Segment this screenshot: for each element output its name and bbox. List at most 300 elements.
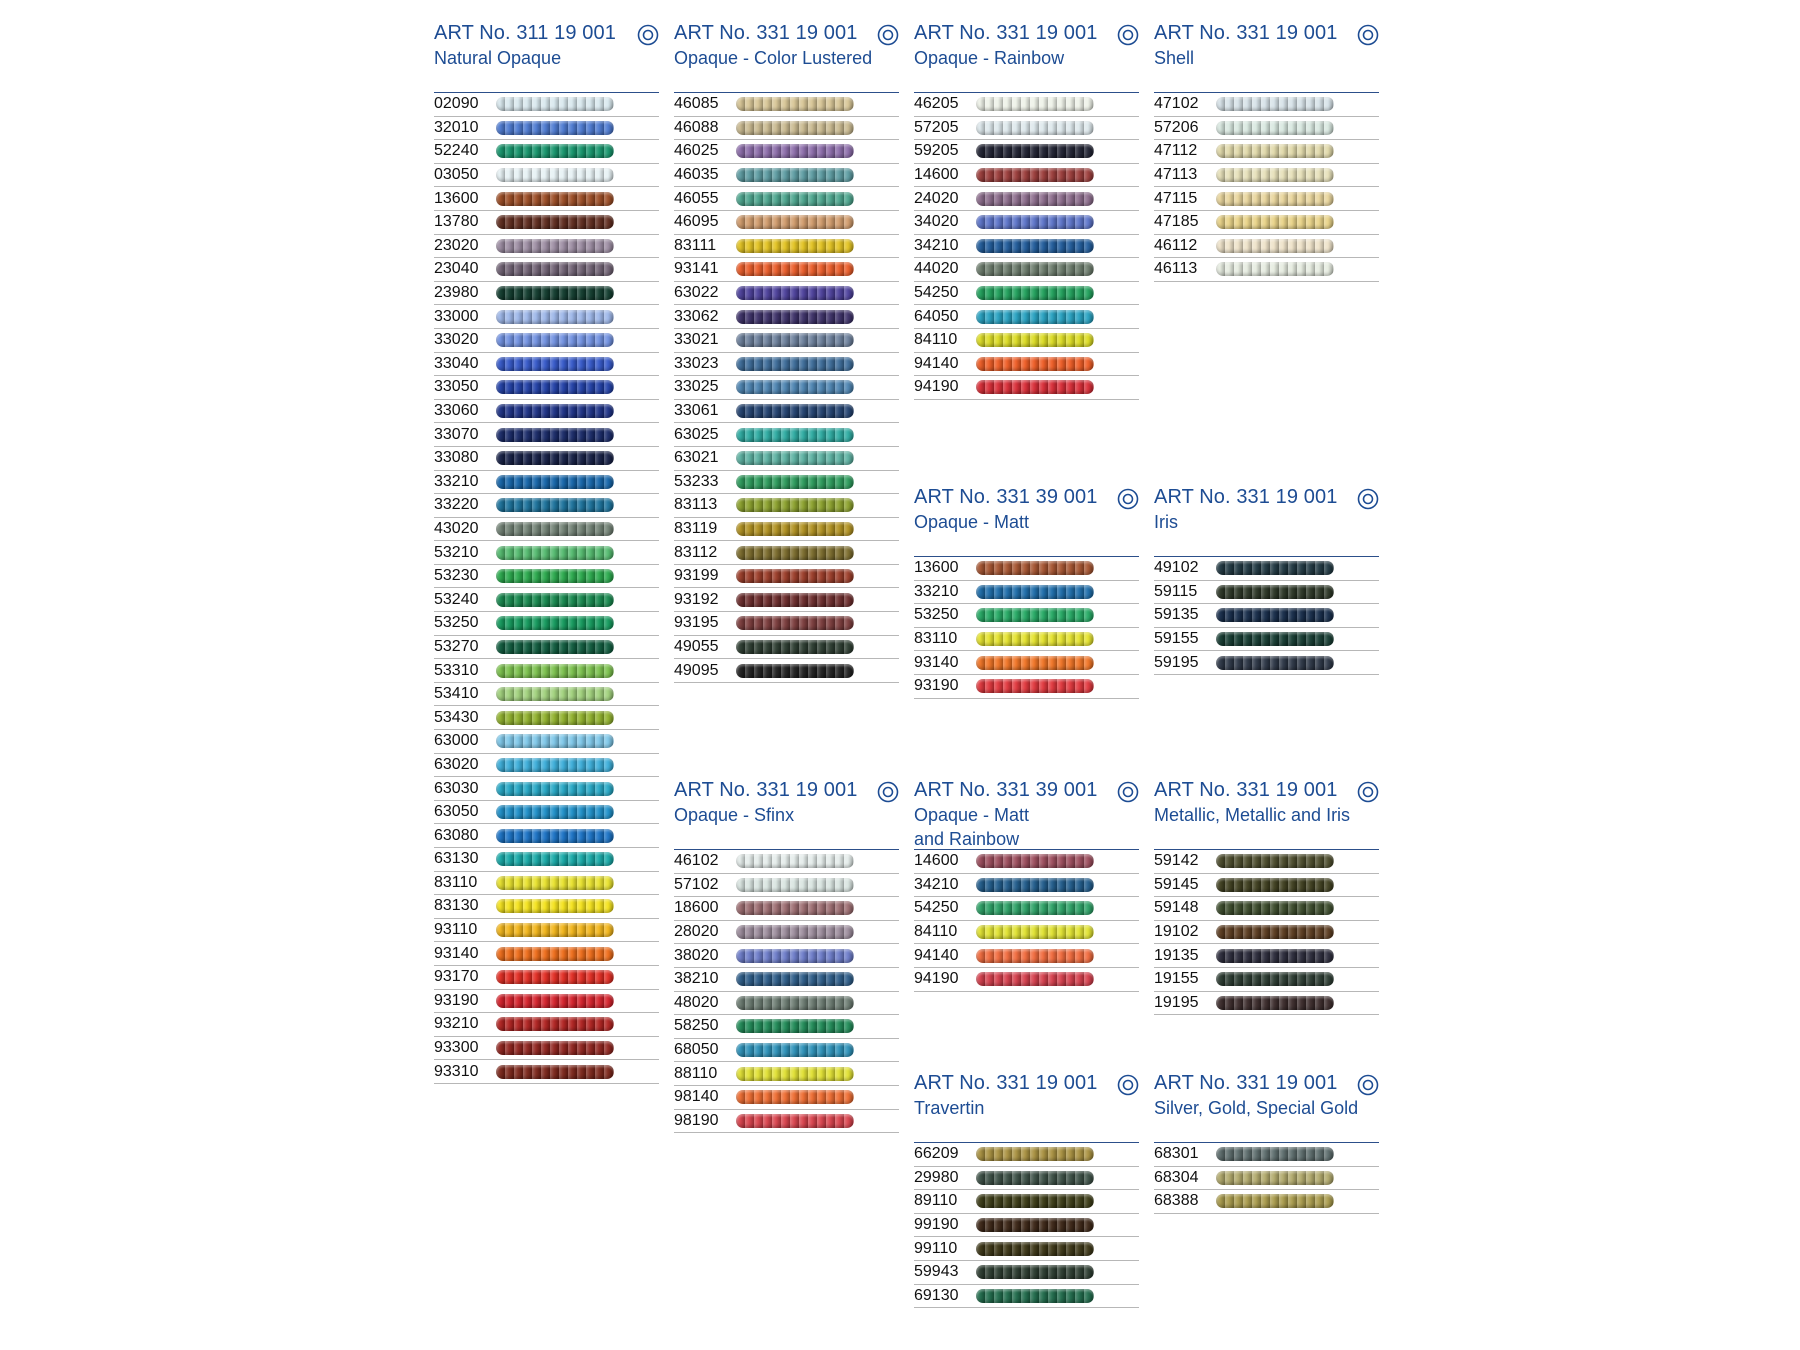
- color-code: 53233: [674, 472, 719, 490]
- bead-swatch: [1216, 656, 1334, 670]
- color-code: 83113: [674, 496, 718, 514]
- color-row: [434, 966, 659, 990]
- color-row: [674, 211, 899, 235]
- color-code: 49055: [674, 637, 719, 655]
- color-code: 34210: [914, 236, 959, 254]
- color-row: [674, 117, 899, 141]
- bead-swatch: [496, 286, 614, 300]
- bead-swatch: [976, 679, 1094, 693]
- color-code: 34210: [914, 875, 959, 893]
- color-code: 46102: [674, 852, 719, 870]
- color-code: 13780: [434, 213, 479, 231]
- color-row: [674, 187, 899, 211]
- bead-swatch: [1216, 901, 1334, 915]
- color-row: [434, 1013, 659, 1037]
- color-row: [434, 117, 659, 141]
- color-code: 93190: [434, 991, 479, 1009]
- target-icon: [637, 24, 659, 46]
- color-row: [914, 235, 1139, 259]
- color-code: 46205: [914, 95, 959, 113]
- bead-swatch: [496, 357, 614, 371]
- bead-swatch: [736, 996, 854, 1010]
- bead-swatch: [976, 1194, 1094, 1208]
- color-row: [434, 659, 659, 683]
- section-title: ART No. 331 19 001: [1154, 779, 1338, 801]
- color-row: [434, 824, 659, 848]
- bead-swatch: [1216, 585, 1334, 599]
- color-row: [674, 850, 899, 874]
- bead-swatch: [976, 380, 1094, 394]
- color-code: 33210: [434, 472, 479, 490]
- bead-swatch: [1216, 144, 1334, 158]
- bead-swatch: [976, 286, 1094, 300]
- bead-swatch: [736, 1090, 854, 1104]
- color-row: [674, 1086, 899, 1110]
- bead-swatch: [736, 215, 854, 229]
- color-code: 14600: [914, 852, 959, 870]
- bead-swatch: [496, 805, 614, 819]
- section-opaque-matt-rainbow: [914, 777, 1139, 992]
- section-subtitle: Iris: [1154, 512, 1178, 532]
- color-row: [914, 581, 1139, 605]
- color-row: [1154, 897, 1379, 921]
- bead-swatch: [976, 144, 1094, 158]
- color-code: 53310: [434, 661, 479, 679]
- color-code: 93170: [434, 968, 479, 986]
- color-code: 99110: [914, 1239, 958, 1257]
- color-list: [1154, 849, 1379, 1015]
- bead-swatch: [496, 333, 614, 347]
- color-list: [434, 92, 659, 1084]
- color-code: 63050: [434, 803, 479, 821]
- color-row: [434, 1037, 659, 1061]
- section-title: ART No. 331 19 001: [674, 22, 858, 44]
- color-row: [674, 1039, 899, 1063]
- color-list: [914, 849, 1139, 992]
- color-code: 57206: [1154, 118, 1199, 136]
- color-row: [674, 518, 899, 542]
- bead-swatch: [736, 925, 854, 939]
- color-code: 53240: [434, 590, 479, 608]
- bead-swatch: [736, 1019, 854, 1033]
- color-row: [914, 211, 1139, 235]
- bead-swatch: [976, 310, 1094, 324]
- color-row: [674, 874, 899, 898]
- section-metallic: [1154, 777, 1379, 1015]
- color-row: [434, 990, 659, 1014]
- color-code: 33062: [674, 307, 719, 325]
- section-subtitle: Opaque - Matt: [914, 512, 1030, 532]
- color-row: [674, 400, 899, 424]
- bead-swatch: [496, 475, 614, 489]
- bead-swatch: [496, 711, 614, 725]
- color-row: [434, 872, 659, 896]
- bead-swatch: [496, 970, 614, 984]
- bead-swatch: [736, 1043, 854, 1057]
- bead-swatch: [736, 192, 854, 206]
- color-code: 46085: [674, 95, 719, 113]
- color-code: 59142: [1154, 852, 1199, 870]
- color-row: [914, 675, 1139, 699]
- color-row: [914, 557, 1139, 581]
- bead-swatch: [976, 1289, 1094, 1303]
- bead-swatch: [1216, 192, 1334, 206]
- bead-swatch: [496, 640, 614, 654]
- color-row: [914, 1285, 1139, 1309]
- color-row: [914, 628, 1139, 652]
- color-row: [914, 651, 1139, 675]
- color-row: [674, 944, 899, 968]
- color-code: 33020: [434, 331, 479, 349]
- bead-swatch: [496, 522, 614, 536]
- color-row: [434, 636, 659, 660]
- bead-swatch: [976, 878, 1094, 892]
- color-row: [674, 423, 899, 447]
- section-title: ART No. 331 19 001: [674, 779, 858, 801]
- bead-swatch: [976, 608, 1094, 622]
- color-code: 03050: [434, 166, 479, 184]
- color-code: 59115: [1154, 582, 1198, 600]
- color-row: [1154, 117, 1379, 141]
- bead-swatch: [976, 357, 1094, 371]
- bead-swatch: [736, 616, 854, 630]
- color-code: 68304: [1154, 1168, 1199, 1186]
- section-subtitle: Natural Opaque: [434, 48, 562, 68]
- bead-swatch: [496, 546, 614, 560]
- color-list: [914, 92, 1139, 400]
- bead-swatch: [496, 144, 614, 158]
- color-row: [434, 494, 659, 518]
- color-code: 59145: [1154, 875, 1199, 893]
- bead-swatch: [496, 380, 614, 394]
- bead-swatch: [736, 1114, 854, 1128]
- color-row: [674, 992, 899, 1016]
- color-code: 83112: [674, 543, 718, 561]
- color-row: [674, 471, 899, 495]
- color-row: [674, 258, 899, 282]
- color-row: [434, 93, 659, 117]
- color-code: 93199: [674, 567, 719, 585]
- target-icon: [1117, 24, 1139, 46]
- color-code: 29980: [914, 1168, 959, 1186]
- color-row: [1154, 187, 1379, 211]
- color-row: [434, 400, 659, 424]
- color-code: 53250: [434, 614, 479, 632]
- color-row: [674, 612, 899, 636]
- bead-swatch: [976, 972, 1094, 986]
- color-code: 53270: [434, 637, 479, 655]
- section-subtitle: Shell: [1154, 48, 1195, 68]
- color-row: [1154, 557, 1379, 581]
- color-row: [1154, 628, 1379, 652]
- color-code: 19195: [1154, 993, 1199, 1011]
- bead-swatch: [736, 451, 854, 465]
- bead-swatch: [976, 854, 1094, 868]
- section-title: ART No. 331 19 001: [914, 22, 1098, 44]
- color-row: [674, 541, 899, 565]
- color-code: 83119: [674, 519, 718, 537]
- color-row: [914, 1143, 1139, 1167]
- color-row: [674, 93, 899, 117]
- section-subtitle: Silver, Gold, Special Gold: [1154, 1098, 1359, 1118]
- color-code: 84110: [914, 923, 958, 941]
- bead-swatch: [496, 664, 614, 678]
- bead-swatch: [736, 239, 854, 253]
- color-code: 47112: [1154, 142, 1198, 160]
- bead-swatch: [736, 357, 854, 371]
- bead-swatch: [496, 97, 614, 111]
- bead-swatch: [496, 829, 614, 843]
- color-code: 83110: [434, 873, 478, 891]
- color-code: 93310: [434, 1062, 479, 1080]
- color-code: 46088: [674, 118, 719, 136]
- color-code: 33080: [434, 449, 479, 467]
- bead-swatch: [976, 925, 1094, 939]
- color-code: 98190: [674, 1111, 719, 1129]
- bead-swatch: [976, 901, 1094, 915]
- color-code: 53230: [434, 567, 479, 585]
- bead-swatch: [1216, 878, 1334, 892]
- color-code: 44020: [914, 260, 959, 278]
- color-row: [1154, 235, 1379, 259]
- color-code: 19102: [1154, 923, 1199, 941]
- color-row: [674, 353, 899, 377]
- color-code: 94190: [914, 970, 959, 988]
- color-code: 02090: [434, 95, 479, 113]
- color-code: 33021: [674, 331, 719, 349]
- color-code: 14600: [914, 166, 959, 184]
- section-opaque-rainbow: [914, 20, 1139, 400]
- color-code: 59205: [914, 142, 959, 160]
- color-code: 28020: [674, 923, 719, 941]
- bead-swatch: [1216, 121, 1334, 135]
- bead-swatch: [1216, 632, 1334, 646]
- color-code: 53250: [914, 606, 959, 624]
- color-list: [674, 92, 899, 683]
- color-code: 63022: [674, 284, 719, 302]
- color-row: [434, 376, 659, 400]
- color-code: 49102: [1154, 559, 1199, 577]
- color-row: [914, 164, 1139, 188]
- color-code: 19155: [1154, 970, 1199, 988]
- color-row: [434, 895, 659, 919]
- bead-swatch: [976, 333, 1094, 347]
- color-code: 33061: [674, 402, 719, 420]
- color-code: 13600: [434, 189, 479, 207]
- bead-swatch: [496, 121, 614, 135]
- target-icon: [1117, 781, 1139, 803]
- color-list: [674, 849, 899, 1133]
- color-code: 47113: [1154, 166, 1198, 184]
- target-icon: [1357, 488, 1379, 510]
- color-row: [1154, 968, 1379, 992]
- bead-swatch: [1216, 1171, 1334, 1185]
- bead-swatch: [736, 168, 854, 182]
- color-row: [674, 921, 899, 945]
- bead-swatch: [736, 380, 854, 394]
- color-code: 57205: [914, 118, 959, 136]
- section-natural-opaque: [434, 20, 659, 1084]
- color-row: [434, 919, 659, 943]
- color-row: [914, 1237, 1139, 1261]
- bead-swatch: [1216, 996, 1334, 1010]
- bead-swatch: [496, 899, 614, 913]
- color-code: 63025: [674, 425, 719, 443]
- bead-swatch: [496, 782, 614, 796]
- color-row: [434, 187, 659, 211]
- color-row: [1154, 850, 1379, 874]
- color-row: [434, 471, 659, 495]
- color-code: 46113: [1154, 260, 1198, 278]
- color-row: [674, 897, 899, 921]
- color-row: [914, 187, 1139, 211]
- bead-swatch: [496, 404, 614, 418]
- bead-swatch: [496, 923, 614, 937]
- color-code: 93110: [434, 921, 478, 939]
- color-code: 34020: [914, 213, 959, 231]
- color-row: [434, 282, 659, 306]
- bead-swatch: [496, 1041, 614, 1055]
- color-row: [1154, 604, 1379, 628]
- target-icon: [1117, 488, 1139, 510]
- bead-swatch: [736, 144, 854, 158]
- bead-swatch: [976, 1265, 1094, 1279]
- color-row: [674, 659, 899, 683]
- color-row: [674, 1062, 899, 1086]
- bead-swatch: [976, 97, 1094, 111]
- bead-swatch: [976, 656, 1094, 670]
- bead-swatch: [496, 451, 614, 465]
- bead-swatch: [1216, 239, 1334, 253]
- target-icon: [1357, 24, 1379, 46]
- section-subtitle: Travertin: [914, 1098, 985, 1118]
- target-icon: [1357, 781, 1379, 803]
- color-code: 13600: [914, 559, 959, 577]
- bead-swatch: [496, 1017, 614, 1031]
- bead-swatch: [976, 1171, 1094, 1185]
- bead-swatch: [496, 168, 614, 182]
- color-code: 46095: [674, 213, 719, 231]
- bead-swatch: [976, 262, 1094, 276]
- bead-swatch: [1216, 97, 1334, 111]
- bead-swatch: [496, 569, 614, 583]
- color-row: [434, 706, 659, 730]
- color-row: [914, 353, 1139, 377]
- section-title: ART No. 331 19 001: [1154, 1072, 1338, 1094]
- color-row: [674, 565, 899, 589]
- section-travertin: [914, 1070, 1139, 1308]
- color-row: [914, 897, 1139, 921]
- bead-swatch: [976, 192, 1094, 206]
- color-code: 38020: [674, 946, 719, 964]
- color-row: [1154, 651, 1379, 675]
- bead-swatch: [976, 949, 1094, 963]
- section-title: ART No. 331 39 001: [914, 486, 1098, 508]
- bead-swatch: [1216, 1147, 1334, 1161]
- color-code: 63021: [674, 449, 719, 467]
- bead-swatch: [496, 734, 614, 748]
- color-row: [1154, 921, 1379, 945]
- color-code: 84110: [914, 331, 958, 349]
- bead-swatch: [496, 947, 614, 961]
- color-row: [674, 282, 899, 306]
- color-code: 33023: [674, 354, 719, 372]
- color-row: [914, 1167, 1139, 1191]
- color-code: 68388: [1154, 1192, 1199, 1210]
- color-row: [1154, 93, 1379, 117]
- bead-swatch: [1216, 949, 1334, 963]
- bead-swatch: [496, 498, 614, 512]
- bead-swatch: [736, 569, 854, 583]
- color-row: [914, 874, 1139, 898]
- bead-swatch: [496, 758, 614, 772]
- color-code: 94190: [914, 378, 959, 396]
- bead-swatch: [1216, 262, 1334, 276]
- color-row: [674, 164, 899, 188]
- bead-swatch: [736, 475, 854, 489]
- color-row: [914, 376, 1139, 400]
- color-code: 53410: [434, 685, 479, 703]
- color-code: 93140: [434, 944, 479, 962]
- color-code: 33040: [434, 354, 479, 372]
- color-list: [1154, 92, 1379, 282]
- section-shell: [1154, 20, 1379, 282]
- color-row: [674, 494, 899, 518]
- color-code: 59148: [1154, 899, 1199, 917]
- color-code: 32010: [434, 118, 479, 136]
- bead-swatch: [976, 239, 1094, 253]
- section-iris: [1154, 484, 1379, 675]
- color-code: 68301: [1154, 1145, 1199, 1163]
- section-opaque-color-lustered: [674, 20, 899, 683]
- color-code: 63080: [434, 826, 479, 844]
- bead-swatch: [976, 585, 1094, 599]
- color-code: 43020: [434, 519, 479, 537]
- target-icon: [1357, 1074, 1379, 1096]
- bead-swatch: [1216, 972, 1334, 986]
- color-row: [434, 565, 659, 589]
- color-row: [1154, 581, 1379, 605]
- bead-swatch: [736, 310, 854, 324]
- bead-swatch: [496, 192, 614, 206]
- color-row: [434, 353, 659, 377]
- color-row: [434, 541, 659, 565]
- color-code: 64050: [914, 307, 959, 325]
- bead-swatch: [496, 876, 614, 890]
- target-icon: [1117, 1074, 1139, 1096]
- color-code: 63030: [434, 779, 479, 797]
- color-code: 99190: [914, 1216, 959, 1234]
- color-code: 53210: [434, 543, 479, 561]
- color-row: [914, 968, 1139, 992]
- color-row: [434, 164, 659, 188]
- color-row: [434, 258, 659, 282]
- color-row: [434, 848, 659, 872]
- color-row: [674, 588, 899, 612]
- color-row: [434, 777, 659, 801]
- bead-swatch: [736, 664, 854, 678]
- color-row: [914, 305, 1139, 329]
- target-icon: [877, 24, 899, 46]
- bead-swatch: [976, 561, 1094, 575]
- color-row: [1154, 140, 1379, 164]
- color-code: 59155: [1154, 630, 1199, 648]
- color-code: 89110: [914, 1192, 958, 1210]
- section-title: ART No. 311 19 001: [434, 22, 616, 44]
- bead-swatch: [496, 1065, 614, 1079]
- color-code: 93140: [914, 653, 959, 671]
- color-code: 46025: [674, 142, 719, 160]
